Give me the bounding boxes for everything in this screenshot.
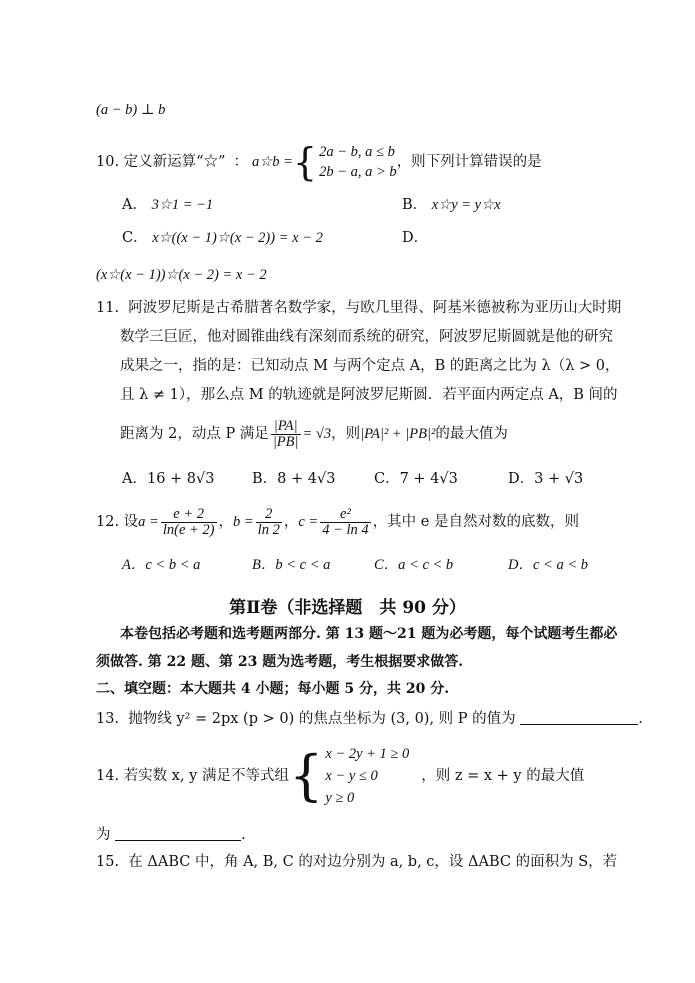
option-b [252, 555, 330, 575]
ratio-fraction [271, 419, 301, 450]
question-11-line [120, 327, 613, 347]
question-12-stem [96, 502, 579, 542]
a-fraction [161, 507, 217, 538]
fraction-numerator: e² [340, 505, 351, 522]
option-b [402, 195, 501, 215]
option-label: A． [122, 197, 147, 213]
option-text: D．c < a < b [508, 557, 588, 573]
perpendicular-expression: (a − b) ⊥ b [96, 102, 166, 118]
question-14-stem [96, 740, 584, 812]
option-d [508, 469, 583, 489]
math-expression: = √3 [302, 426, 332, 442]
cases [325, 743, 409, 809]
question-text: 若实数 x, y 满足不等式组 [123, 768, 289, 784]
case-line: 2b − a, a > b [319, 164, 397, 180]
option-a [122, 469, 214, 489]
option-a [122, 555, 200, 575]
question-number: 12. [96, 514, 120, 530]
question-text: 设 [123, 514, 139, 530]
math-expression: a = [138, 514, 159, 530]
fraction-denominator: ln 2 [257, 521, 280, 538]
question-text: ，其中 e 是自然对数的底数，则 [372, 514, 579, 530]
question-11-line [120, 356, 620, 376]
question-text: 成果之一，指的是：已知动点 M 与两个定点 A，B 的距离之比为 λ（λ > 0， [120, 358, 620, 374]
period: . [241, 827, 246, 843]
option-text: (x☆(x − 1))☆(x − 2) = x − 2 [96, 267, 267, 283]
question-text: ： [233, 154, 248, 170]
b-fraction [256, 507, 282, 538]
question-text: 为 [96, 827, 111, 843]
question-text: 定义新运算“☆” [123, 154, 226, 170]
option-d [508, 555, 588, 575]
fraction-denominator: |PB| [272, 433, 299, 450]
question-14-answer-line [96, 825, 246, 845]
section-title: 第Ⅱ卷（非选择题 共 90 分） [229, 598, 466, 618]
question-number: 13. [96, 711, 120, 727]
question-text: 在 ΔABC 中，角 A, B, C 的对边分别为 a, b, c，设 ΔABC 的面积为 S，若 [128, 854, 618, 870]
option-a [122, 195, 213, 215]
question-text: ，则下列计算错误的是 [396, 154, 542, 170]
inequality: x − y ≤ 0 [325, 768, 378, 784]
section-heading: 二、填空题：本大题共 4 小题；每小题 5 分，共 20 分. [96, 681, 450, 697]
option-text: 3☆1 = −1 [151, 197, 214, 213]
option-text: B．8 + 4√3 [252, 471, 336, 487]
section-note: 本卷包括必考题和选考题两部分. 第 13 题～21 题为必考题，每个试题考生都必 [120, 626, 618, 642]
left-brace: { [288, 744, 324, 807]
option-text: A．c < b < a [122, 557, 201, 573]
cases [319, 142, 397, 182]
question-text: 抛物线 y² = 2px (p > 0) 的焦点坐标为 (3, 0), 则 P 的值为 [128, 711, 516, 727]
inequality: y ≥ 0 [325, 790, 355, 806]
question-text: 的最大值为 [435, 426, 508, 442]
question-number: 11. [96, 300, 120, 316]
question-number: 14. [96, 768, 120, 784]
question-11-line [96, 298, 621, 318]
section-note: 须做答. 第 22 题、第 23 题为选考题，考生根据要求做答. [96, 654, 464, 670]
case-line: 2a − b, a ≤ b [319, 144, 395, 160]
question-text: 距离为 2，动点 P 满足 [120, 426, 269, 442]
separator: ， [283, 514, 299, 530]
option-text: C．7 + 4√3 [374, 471, 458, 487]
carryover-expression [96, 100, 165, 120]
option-text: x☆y = y☆x [431, 197, 501, 213]
answer-blank[interactable] [115, 826, 241, 841]
option-text: A．16 + 8√3 [122, 471, 215, 487]
option-label: B． [402, 197, 428, 213]
question-text: 且 λ ≠ 1），那么点 M 的轨迹就是阿波罗尼斯圆．若平面内两定点 A，B 间的 [120, 387, 618, 403]
option-d [402, 228, 428, 248]
option-b [252, 469, 335, 489]
option-label: D． [402, 230, 429, 246]
operation-definition-lhs: a☆b = [252, 154, 293, 170]
left-brace: { [292, 140, 318, 184]
fraction-denominator: ln(e + 2) [162, 521, 215, 538]
question-11-line [120, 385, 618, 405]
question-text: 阿波罗尼斯是古希腊著名数学家，与欧几里得、阿基米德被称为亚历山大时期 [128, 300, 622, 316]
c-fraction [320, 507, 370, 538]
option-c [374, 555, 453, 575]
math-expression: |PA|² + |PB|² [360, 426, 436, 442]
question-number: 10. [96, 154, 120, 170]
question-text: ，则 [331, 426, 361, 442]
option-text: C．a < c < b [374, 557, 454, 573]
question-text: ，则 z = x + y 的最大值 [421, 768, 585, 784]
question-text: 数学三巨匠，他对圆锥曲线有深刻而系统的研究，阿波罗尼斯圆就是他的研究 [120, 329, 613, 345]
fraction-numerator: 2 [265, 505, 273, 522]
fraction-numerator: e + 2 [173, 505, 205, 522]
inequality: x − 2y + 1 ≥ 0 [325, 746, 410, 762]
question-11-line [120, 414, 508, 454]
question-15 [96, 852, 617, 872]
question-number: 15. [96, 854, 120, 870]
period: . [638, 711, 643, 727]
math-expression: b = [233, 514, 254, 530]
option-c [374, 469, 458, 489]
inequality-system [289, 743, 409, 809]
fraction-denominator: 4 − ln 4 [322, 521, 369, 538]
option-label: C． [122, 230, 148, 246]
piecewise-definition [293, 142, 397, 182]
answer-blank[interactable] [520, 710, 638, 725]
option-text: B．b < c < a [252, 557, 331, 573]
option-text: x☆((x − 1)☆(x − 2)) = x − 2 [152, 230, 323, 246]
option-d-text [96, 265, 267, 285]
question-10-stem [96, 142, 542, 182]
separator: ， [218, 514, 233, 530]
math-expression: c = [298, 514, 319, 530]
option-c [122, 228, 323, 248]
option-text: D．3 + √3 [508, 471, 584, 487]
fraction-numerator: |PA| [273, 417, 298, 434]
question-13 [96, 709, 643, 729]
